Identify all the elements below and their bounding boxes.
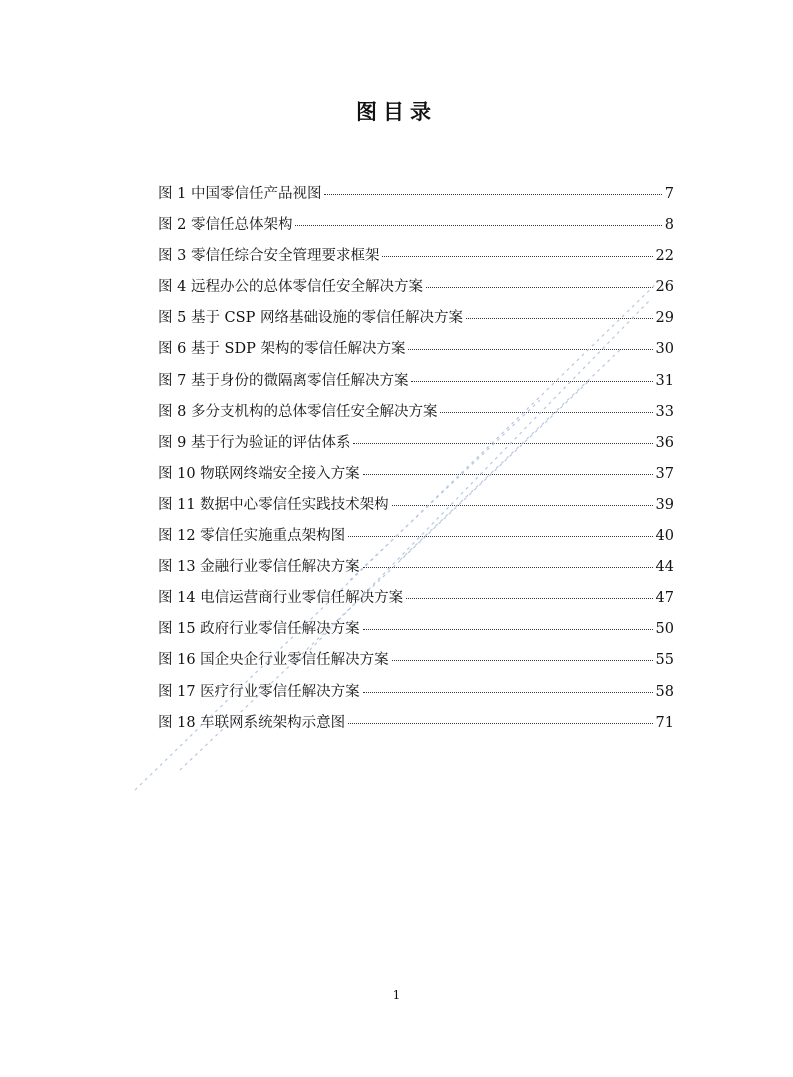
toc-entry[interactable]: [158, 711, 674, 742]
dot-leader: [406, 598, 652, 599]
toc-entry[interactable]: [158, 586, 674, 617]
toc-entry[interactable]: [158, 400, 674, 431]
dot-leader: [392, 505, 653, 506]
toc-entry-page: 29: [655, 310, 674, 327]
toc-entry-page: 47: [655, 590, 674, 607]
toc-entry-label: 图 4 远程办公的总体零信任安全解决方案: [158, 279, 423, 296]
toc-entry-page: 26: [655, 279, 674, 296]
toc-entry-label: 图 17 医疗行业零信任解决方案: [158, 683, 360, 700]
dot-leader: [353, 443, 652, 444]
toc-entry[interactable]: [158, 648, 674, 679]
dot-leader: [363, 692, 653, 693]
toc-entry-page: 33: [655, 403, 674, 420]
page-number: 1: [392, 988, 401, 1002]
toc-entry[interactable]: [158, 617, 674, 648]
toc-entry-label: 图 12 零信任实施重点架构图: [158, 528, 346, 545]
dot-leader: [440, 412, 652, 413]
toc-entry-label: 图 7 基于身份的微隔离零信任解决方案: [158, 372, 409, 389]
dot-leader: [363, 567, 653, 568]
toc-entry-page: 58: [655, 683, 674, 700]
toc-entry-page: 40: [655, 528, 674, 545]
toc-entry[interactable]: [158, 680, 674, 711]
toc-entry-page: 71: [655, 714, 674, 731]
toc-entry[interactable]: [158, 555, 674, 586]
toc-entry[interactable]: [158, 182, 674, 213]
toc-entry-label: 图 2 零信任总体架构: [158, 217, 293, 234]
toc-entry-label: 图 11 数据中心零信任实践技术架构: [158, 496, 389, 513]
page-title: 图目录: [356, 100, 437, 124]
toc-entry[interactable]: [158, 306, 674, 337]
toc-entry-page: 7: [664, 186, 674, 202]
dot-leader: [466, 318, 653, 319]
toc-entry-label: 图 3 零信任综合安全管理要求框架: [158, 248, 380, 265]
toc-entry-label: 图 10 物联网终端安全接入方案: [158, 465, 360, 482]
toc-entry-page: 44: [655, 559, 674, 576]
dot-leader: [392, 660, 653, 661]
toc-entry-page: 50: [655, 621, 674, 638]
toc-entry[interactable]: [158, 337, 674, 368]
toc-entry-label: 图 15 政府行业零信任解决方案: [158, 621, 360, 638]
toc-entry-page: 8: [664, 217, 674, 234]
dot-leader: [426, 287, 653, 288]
dot-leader: [348, 536, 652, 537]
toc-entry-label: 图 1 中国零信任产品视图: [158, 186, 322, 202]
toc-entry-page: 55: [655, 652, 674, 669]
toc-entry[interactable]: [158, 213, 674, 244]
toc-entry-page: 37: [655, 465, 674, 482]
dot-leader: [295, 225, 661, 226]
toc-entry-label: 图 8 多分支机构的总体零信任安全解决方案: [158, 403, 438, 420]
dot-leader: [324, 194, 661, 195]
toc-entry-page: 39: [655, 496, 674, 513]
dot-leader: [382, 256, 652, 257]
toc-entry-label: 图 5 基于 CSP 网络基础设施的零信任解决方案: [158, 310, 463, 327]
toc-entry-label: 图 13 金融行业零信任解决方案: [158, 559, 360, 576]
toc-entry-page: 22: [655, 248, 674, 265]
toc-entry-label: 图 18 车联网系统架构示意图: [158, 714, 346, 731]
dot-leader: [363, 474, 653, 475]
toc-entry-page: 31: [655, 372, 674, 389]
toc-entry-label: 图 14 电信运营商行业零信任解决方案: [158, 590, 404, 607]
toc-entry[interactable]: [158, 524, 674, 555]
toc-entry[interactable]: [158, 493, 674, 524]
toc-entry[interactable]: [158, 369, 674, 400]
toc-entry[interactable]: [158, 244, 674, 275]
toc-entry-label: 图 9 基于行为验证的评估体系: [158, 434, 351, 451]
figure-table-of-contents: [158, 182, 674, 742]
toc-entry-page: 30: [655, 341, 674, 358]
toc-entry-label: 图 6 基于 SDP 架构的零信任解决方案: [158, 341, 406, 358]
dot-leader: [363, 629, 653, 630]
toc-entry[interactable]: [158, 462, 674, 493]
toc-entry-page: 36: [655, 434, 674, 451]
dot-leader: [408, 349, 652, 350]
dot-leader: [348, 723, 652, 724]
toc-entry[interactable]: [158, 275, 674, 306]
dot-leader: [411, 381, 652, 382]
toc-entry[interactable]: [158, 431, 674, 462]
toc-entry-label: 图 16 国企央企行业零信任解决方案: [158, 652, 389, 669]
